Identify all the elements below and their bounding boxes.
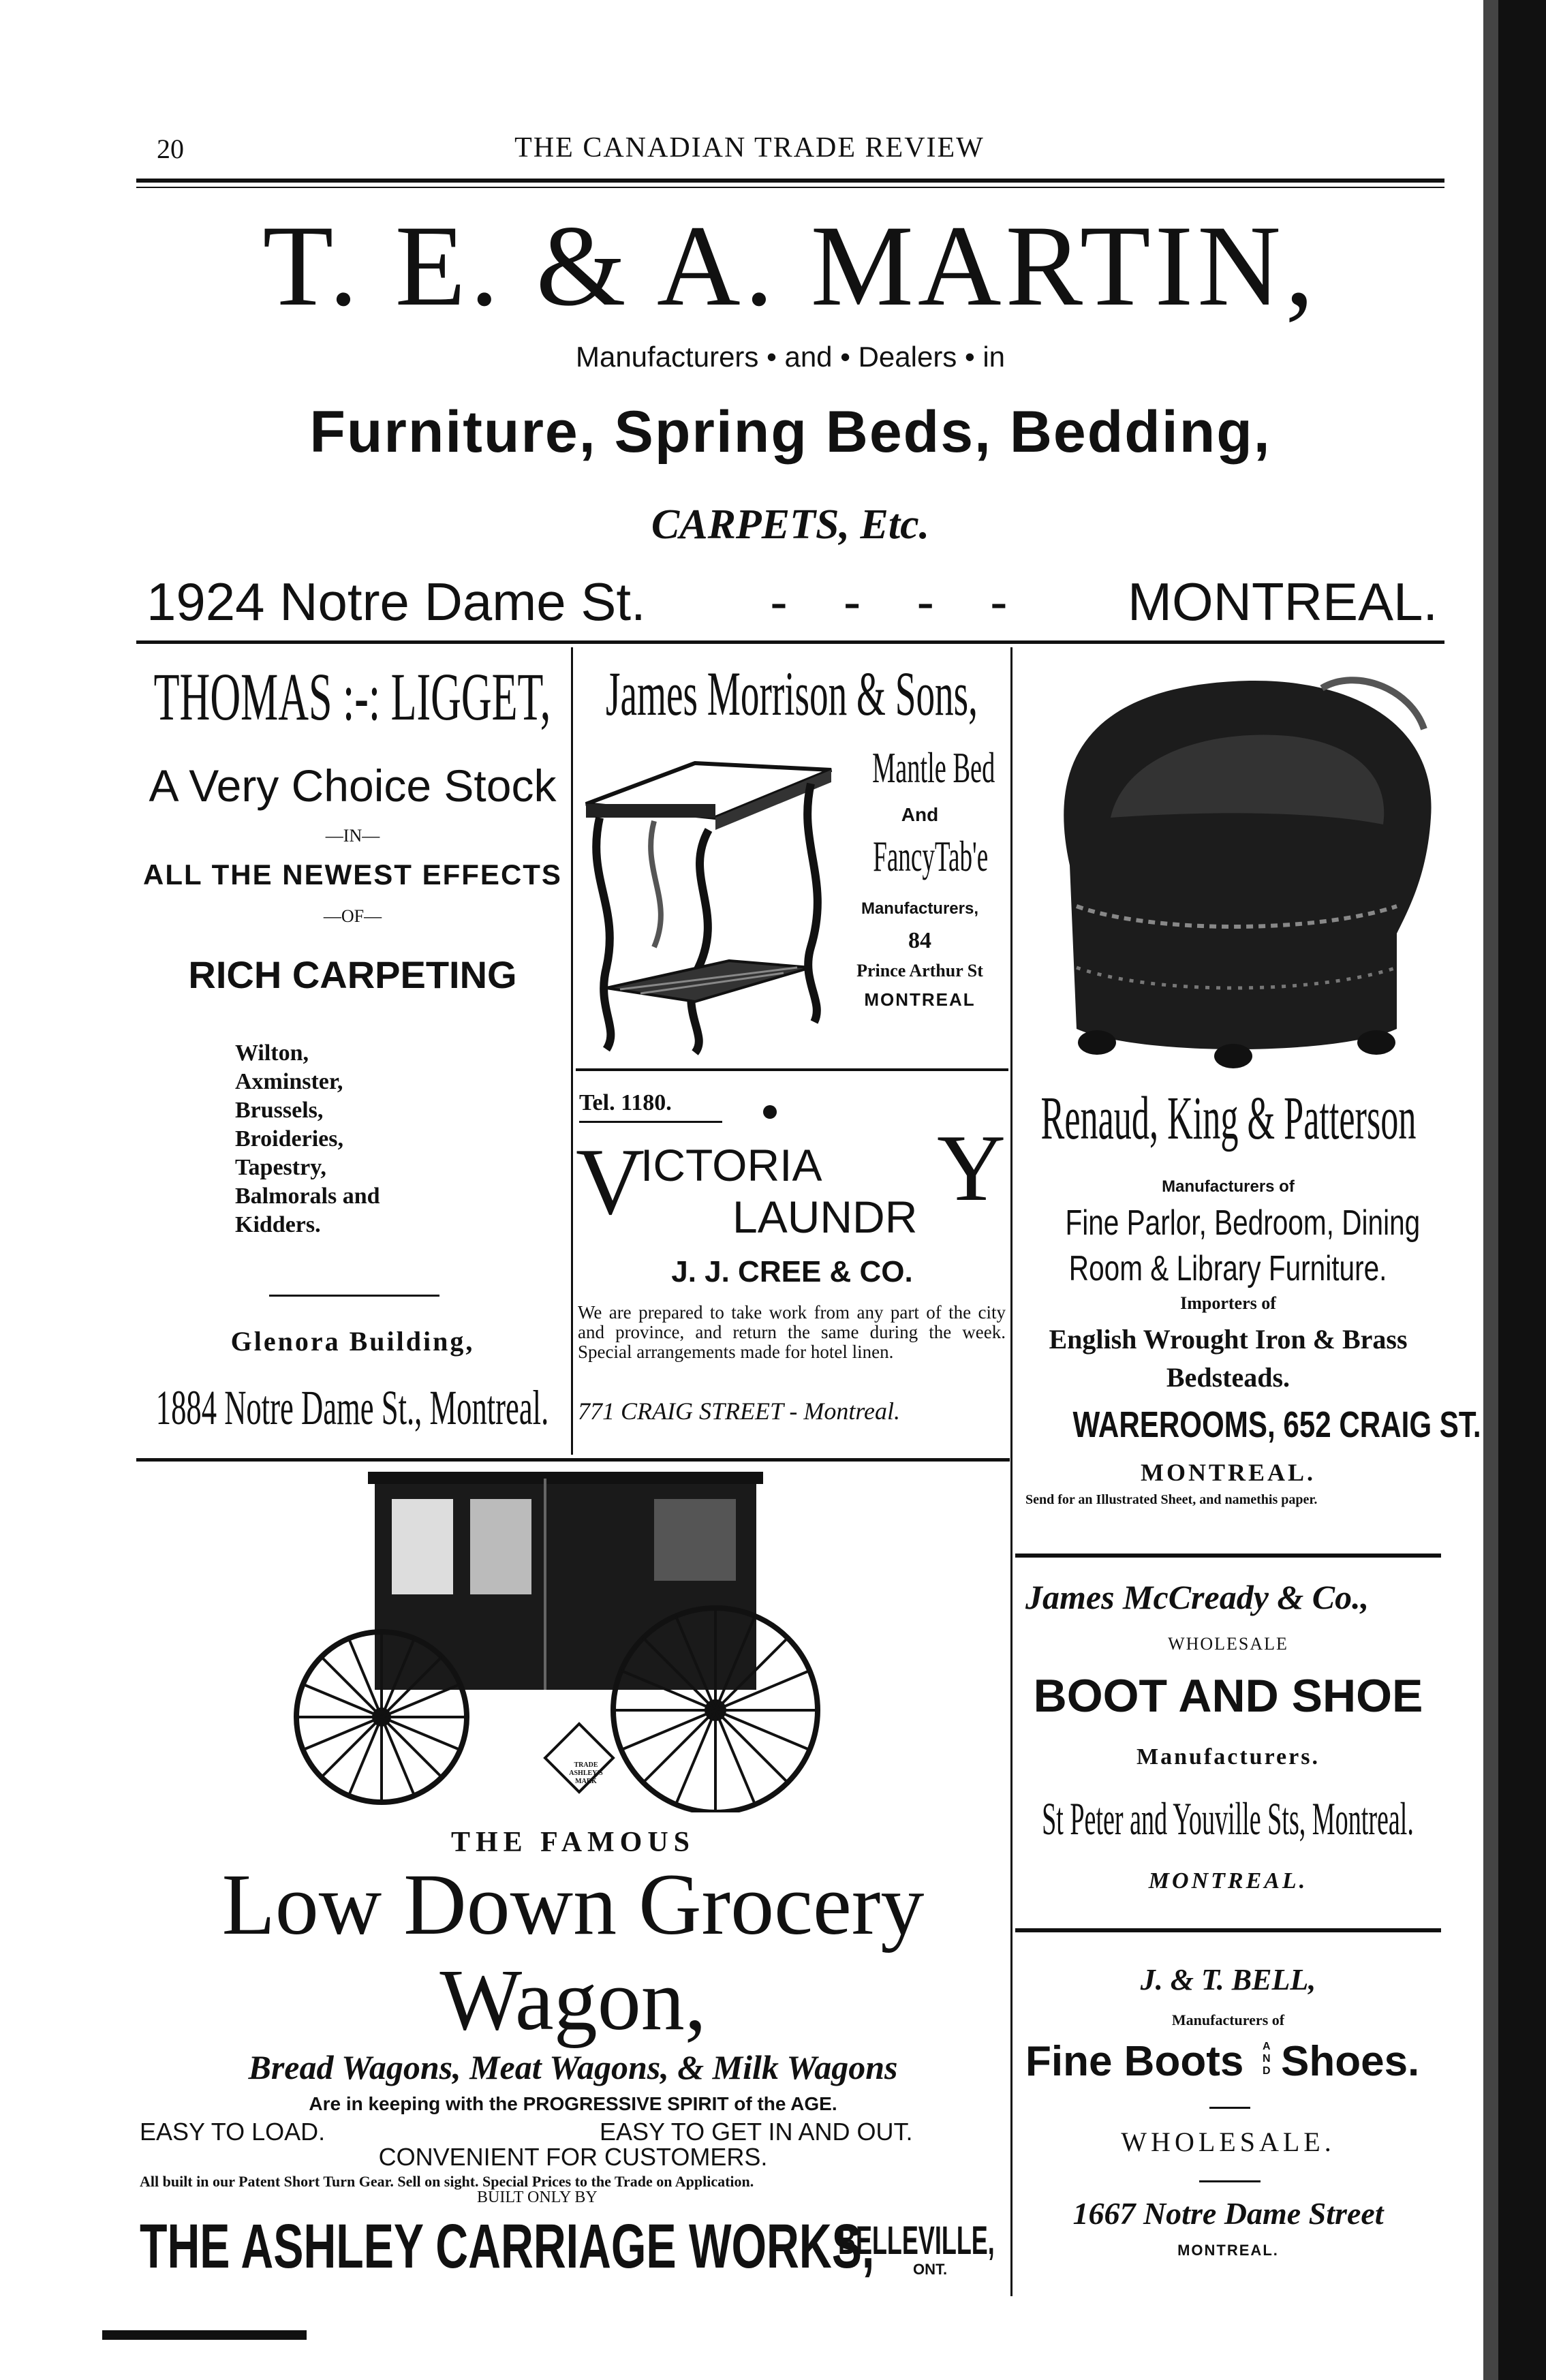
ligget-item: Broideries,	[235, 1126, 343, 1152]
renaud-name: Renaud, King & Patterson	[1040, 1085, 1417, 1152]
renaud-line1: Manufacturers of	[1162, 1177, 1295, 1196]
bell-line2-and: AND	[1263, 2041, 1271, 2077]
bell-name: J. & T. BELL,	[1140, 1963, 1316, 1996]
ligget-line4: —OF—	[323, 906, 382, 926]
wagon-famous: THE FAMOUS	[450, 1827, 696, 1858]
martin-bottom-rule	[136, 640, 1444, 644]
laundry-title2: LAUNDR	[732, 1192, 918, 1242]
ligget-address-wrap	[136, 1380, 569, 1436]
morrison-line3-wrap	[831, 831, 1008, 882]
renaud-bottom-rule	[1015, 1554, 1441, 1558]
bell-line2a: Fine Boots	[1025, 2038, 1244, 2085]
wagon-line4: All built in our Patent Short Turn Gear. Sell on sight. Special Prices to the Trade on Application.	[140, 2173, 754, 2190]
renaud-line5: English Wrought Iron & Brass	[1049, 1324, 1408, 1355]
bell-divider	[1209, 2107, 1250, 2109]
ligget-building: Glenora Building,	[230, 1326, 475, 1357]
mantle-table-illustration	[579, 743, 838, 1063]
armchair-illustration	[1029, 647, 1444, 1070]
laundry-bullet-icon	[763, 1105, 777, 1119]
renaud-line6: Bedsteads.	[1166, 1362, 1290, 1393]
laundry-proprietor: J. J. CREE & CO.	[671, 1255, 913, 1288]
martin-products2: CARPETS, Etc.	[651, 501, 930, 548]
bell-line5: MONTREAL.	[1177, 2242, 1279, 2259]
laundry-body: We are prepared to take work from any part of the city and province, and return the same during the week. Special arrangements made for hotel linen.	[578, 1302, 1006, 1362]
column-rule-left	[571, 647, 573, 1455]
header-rule-thin	[136, 187, 1444, 188]
wagon-maker-prov: ONT.	[913, 2261, 948, 2278]
mccready-line5: MONTREAL.	[1148, 1868, 1308, 1894]
ligget-name: THOMAS :-: LIGGET,	[153, 659, 551, 735]
laundry-v: V	[576, 1129, 645, 1235]
martin-city: MONTREAL.	[1128, 572, 1438, 632]
ligget-item: Wilton,	[235, 1040, 309, 1066]
wagon-line3: CONVENIENT FOR CUSTOMERS.	[378, 2143, 768, 2171]
ligget-address: 1884 Notre Dame St., Montreal.	[155, 1380, 549, 1435]
mccready-line4: St Peter and Youville Sts, Montreal.	[1042, 1793, 1414, 1844]
martin-dashes: - - - -	[770, 572, 1028, 632]
morrison-line4: Manufacturers,	[861, 899, 979, 918]
page-bottom-mark	[102, 2330, 307, 2340]
ligget-item: Kidders.	[235, 1212, 321, 1237]
wagon-title2: Wagon,	[439, 1951, 707, 2048]
ligget-items	[235, 1039, 380, 1239]
laundry-tel: Tel. 1180.	[579, 1090, 672, 1115]
morrison-bottom-rule	[576, 1068, 1008, 1071]
morrison-line5: 84	[908, 928, 931, 953]
bell-divider2	[1199, 2180, 1261, 2182]
mccready-line4-wrap	[1015, 1792, 1441, 1846]
column-rule-right	[1010, 647, 1012, 2296]
wagon-maker-city: BELLEVILLE,	[838, 2219, 995, 2263]
ligget-line2: —IN—	[325, 826, 380, 846]
renaud-line7-wrap	[1015, 1404, 1481, 1446]
ligget-item: Balmorals and	[235, 1184, 380, 1209]
morrison-line2: And	[901, 804, 939, 825]
ligget-item: Axminster,	[235, 1069, 343, 1094]
wagon-title1: Low Down Grocery	[221, 1856, 925, 1953]
renaud-line4: Importers of	[1180, 1293, 1276, 1313]
renaud-line3-wrap	[1015, 1248, 1441, 1289]
ligget-line5: RICH CARPETING	[188, 953, 517, 996]
journal-title: THE CANADIAN TRADE REVIEW	[514, 132, 985, 164]
wagon-top-rule	[136, 1458, 1010, 1462]
ligget-item: Brussels,	[235, 1098, 324, 1123]
bell-line1: Manufacturers of	[1171, 2011, 1285, 2028]
wagon-plate-text: TRADE ASHLEY'S MARK	[569, 1761, 603, 1785]
mccready-line2: BOOT AND SHOE	[1033, 1670, 1423, 1722]
renaud-line8: MONTREAL.	[1140, 1459, 1316, 1486]
renaud-line2: Fine Parlor, Bedroom, Dining	[1065, 1203, 1421, 1243]
morrison-name: James Morrison & Sons,	[606, 659, 978, 728]
wagon-line2a: EASY TO LOAD.	[140, 2118, 326, 2146]
wagon-line1: Are in keeping with the PROGRESSIVE SPIRIT of the AGE.	[309, 2093, 837, 2114]
renaud-name-wrap	[1015, 1083, 1441, 1154]
wagon-line5: BUILT ONLY BY	[477, 2189, 598, 2206]
ligget-divider	[269, 1295, 439, 1297]
martin-products: Furniture, Spring Beds, Bedding,	[309, 399, 1271, 465]
ligget-ad	[136, 658, 569, 736]
bell-line2b: Shoes.	[1281, 2038, 1420, 2085]
bell-line3: WHOLESALE.	[1121, 2127, 1335, 2157]
wagon-line2b: EASY TO GET IN AND OUT.	[600, 2118, 913, 2146]
laundry-y: Y	[937, 1115, 1006, 1221]
ligget-line3: ALL THE NEWEST EFFECTS	[143, 859, 562, 891]
page-number: 20	[157, 134, 184, 164]
laundry-tel-underline	[579, 1121, 722, 1123]
martin-tagline: Manufacturers • and • Dealers • in	[575, 341, 1006, 373]
morrison-line7: MONTREAL	[864, 989, 976, 1010]
renaud-line7: WAREROOMS, 652 CRAIG ST.	[1072, 1404, 1481, 1445]
martin-address: 1924 Notre Dame St.	[146, 572, 646, 632]
mccready-line1: WHOLESALE	[1168, 1634, 1288, 1654]
renaud-line9: Send for an Illustrated Sheet, and namethis paper.	[1025, 1492, 1318, 1507]
morrison-line1-wrap	[831, 743, 1008, 793]
morrison-name-wrap	[576, 658, 1008, 730]
mccready-name: James McCready & Co.,	[1025, 1578, 1370, 1616]
bell-line4: 1667 Notre Dame Street	[1072, 2196, 1384, 2231]
page-edge-shadow	[1483, 0, 1498, 2380]
page-edge	[1498, 0, 1546, 2380]
morrison-line1: Mantle Bed	[872, 743, 995, 792]
header-rule	[136, 179, 1444, 183]
wagon-maker: THE ASHLEY CARRIAGE WORKS,	[140, 2212, 875, 2281]
morrison-line6: Prince Arthur St	[856, 961, 983, 980]
martin-name: T. E. & A. MARTIN,	[262, 202, 1318, 330]
renaud-line2-wrap	[1015, 1203, 1441, 1243]
laundry-address-wrap	[578, 1397, 900, 1425]
morrison-line3: FancyTab'e	[873, 832, 989, 880]
mccready-line3: Manufacturers.	[1137, 1744, 1320, 1769]
laundry-title1: ICTORIA	[640, 1140, 822, 1190]
ligget-item: Tapestry,	[235, 1155, 326, 1180]
wagon-subtitle: Bread Wagons, Meat Wagons, & Milk Wagons	[248, 2048, 898, 2086]
renaud-line3: Room & Library Furniture.	[1069, 1249, 1387, 1288]
ligget-line1: A Very Choice Stock	[149, 760, 557, 811]
mccready-bottom-rule	[1015, 1928, 1441, 1932]
laundry-address: 771 CRAIG STREET - Montreal.	[578, 1397, 900, 1425]
